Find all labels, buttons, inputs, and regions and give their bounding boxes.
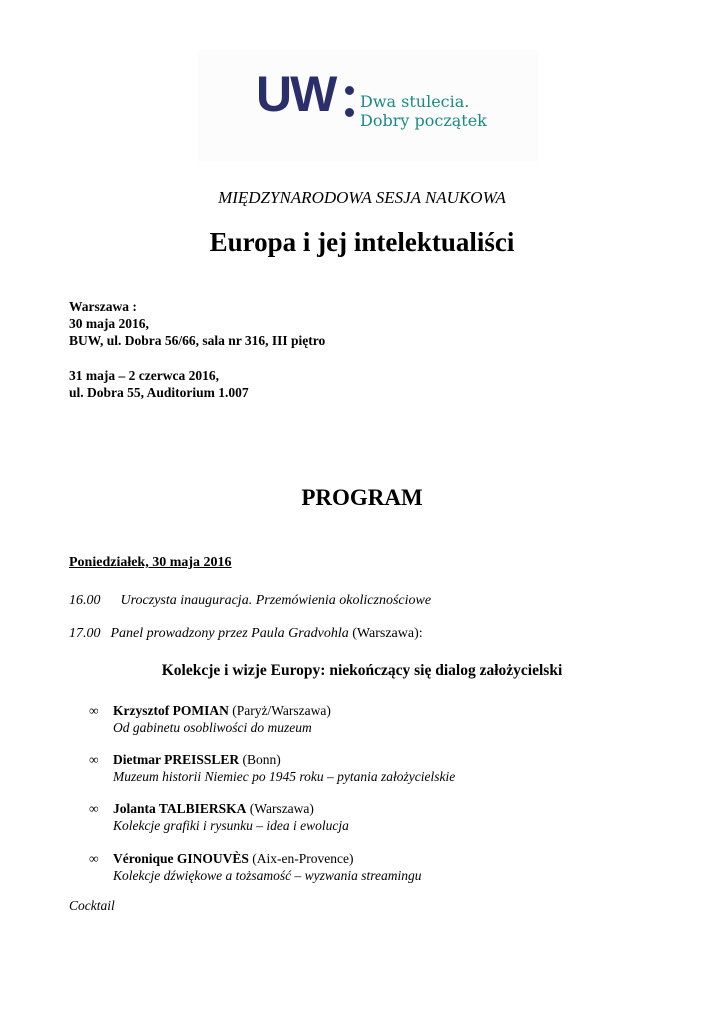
schedule-suffix: (Warszawa): [348, 626, 423, 641]
schedule-text: Panel prowadzony przez Paula Gradvohla [110, 626, 349, 641]
venue-place-1: BUW, ul. Dobra 56/66, sala nr 316, III piętro [69, 333, 326, 348]
infinity-bullet-icon: ∞ [89, 801, 99, 816]
speaker-talk: Muzeum historii Niemiec po 1945 roku – pytania założycielskie [113, 769, 456, 784]
venue-block-2 [69, 367, 249, 401]
speaker-talk: Od gabinetu osobliwości do muzeum [113, 720, 312, 735]
schedule-time: 16.00 [69, 593, 101, 608]
speaker-place: (Warszawa) [246, 801, 314, 816]
logo-tagline-line2: Dobry początek [360, 111, 487, 130]
logo-mark: UW [256, 66, 336, 122]
infinity-bullet-icon: ∞ [89, 752, 99, 767]
venue-city: Warszawa : [69, 299, 137, 314]
speaker-item [89, 751, 455, 785]
speaker-place: (Paryż/Warszawa) [228, 703, 331, 718]
venue-place-2: ul. Dobra 55, Auditorium 1.007 [69, 385, 249, 400]
speaker-talk: Kolekcje grafiki i rysunku – idea i ewolucja [113, 818, 349, 833]
speaker-name: Jolanta TALBIERSKA [113, 801, 247, 816]
schedule-text: Uroczysta inauguracja. Przemówienia okolicznościowe [120, 593, 432, 608]
speaker-name: Krzysztof POMIAN [113, 703, 229, 718]
event-subtitle: MIĘDZYNARODOWA SESJA NAUKOWA [218, 188, 506, 207]
speaker-item [89, 850, 421, 884]
venue-block-1 [69, 298, 325, 349]
program-heading: PROGRAM [301, 485, 423, 510]
day-heading: Poniedziałek, 30 maja 2016 [69, 555, 232, 570]
infinity-bullet-icon: ∞ [89, 851, 99, 866]
university-logo [198, 50, 538, 162]
logo-tagline [360, 92, 487, 130]
panel-title: Kolekcje i wizje Europy: niekończący się dialog założycielski [161, 662, 563, 679]
speaker-name: Véronique GINOUVÈS [113, 851, 249, 866]
schedule-time: 17.00 [69, 626, 101, 641]
closing-item: Cocktail [69, 898, 115, 913]
schedule-item [69, 626, 423, 642]
speaker-place: (Bonn) [239, 752, 281, 767]
logo-colon-icon [345, 82, 355, 122]
event-title: Europa i jej intelektualiści [209, 227, 515, 257]
venue-date-2: 31 maja – 2 czerwca 2016, [69, 368, 219, 383]
speaker-place: (Aix-en-Provence) [248, 851, 354, 866]
infinity-bullet-icon: ∞ [89, 703, 99, 718]
logo-tagline-line1: Dwa stulecia. [360, 92, 470, 111]
speaker-talk: Kolekcje dźwiękowe a tożsamość – wyzwania streamingu [113, 868, 422, 883]
schedule-item [69, 593, 431, 609]
speaker-name: Dietmar PREISSLER [113, 752, 240, 767]
venue-date-1: 30 maja 2016, [69, 316, 149, 331]
speaker-item [89, 800, 349, 834]
speaker-item [89, 702, 331, 736]
